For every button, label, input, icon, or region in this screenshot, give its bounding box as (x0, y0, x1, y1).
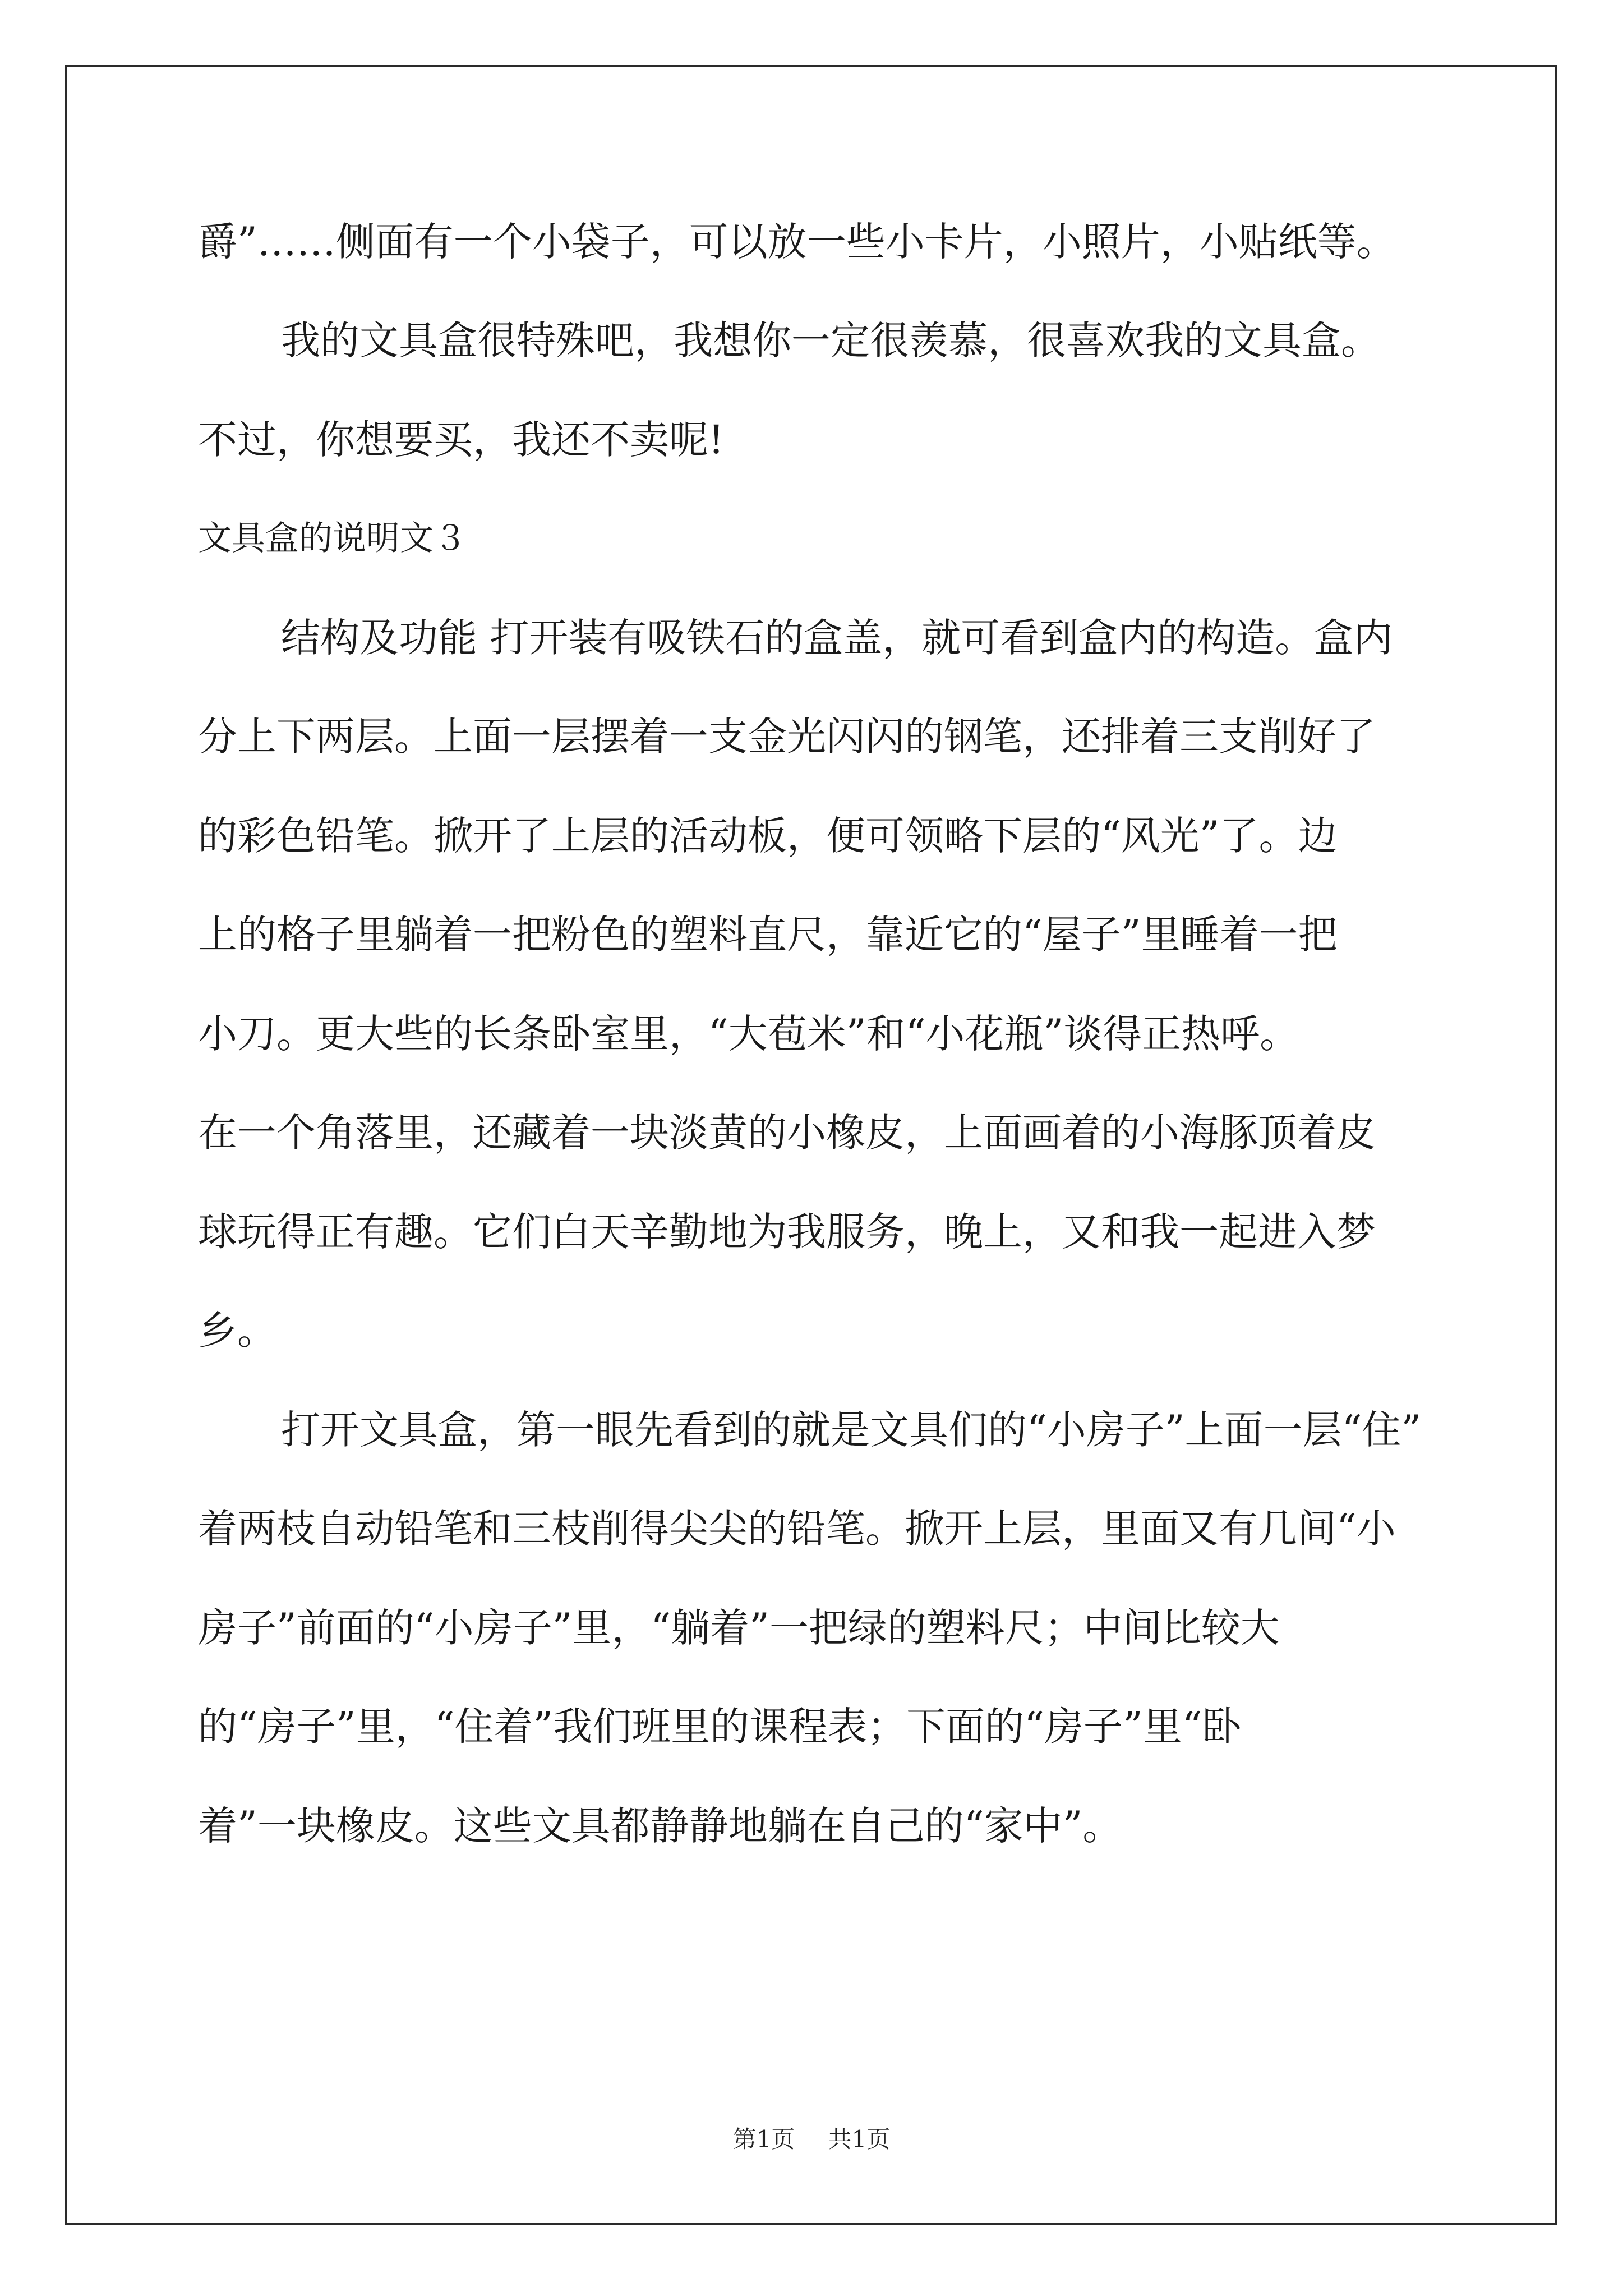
text-line: 上的格子里躺着一把粉色的塑料直尺，靠近它的“屋子”里睡着一把 (198, 912, 1338, 958)
text-line: 房子”前面的“小房子”里，“躺着”一把绿的塑料尺；中间比较大 (198, 1605, 1280, 1651)
text-line: 打开文具盒，第一眼先看到的就是文具们的“小房子”上面一层“住” (281, 1407, 1422, 1453)
text-line: 分上下两层。上面一层摆着一支金光闪闪的钢笔，还排着三支削好了 (198, 714, 1376, 760)
text-line: 的“房子”里，“住着”我们班里的课程表；下面的“房子”里“卧 (198, 1704, 1242, 1750)
text-line: 着”一块橡皮。这些文具都静静地躺在自己的“家中”。 (198, 1803, 1122, 1849)
text-line: 球玩得正有趣。它们白天辛勤地为我服务，晚上，又和我一起进入梦 (198, 1209, 1376, 1255)
page-number-total: 共1页 (828, 2125, 891, 2153)
text-line: 乡。 (198, 1308, 276, 1354)
text-line: 不过，你想要买，我还不卖呢! (198, 417, 725, 463)
text-line: 着两枝自动铅笔和三枝削得尖尖的铅笔。掀开上层，里面又有几间“小 (198, 1506, 1396, 1552)
text-line: 爵”……侧面有一个小袋子，可以放一些小卡片，小照片，小贴纸等。 (198, 219, 1396, 265)
text-line: 的彩色铅笔。掀开了上层的活动板，便可领略下层的“风光”了。边 (198, 813, 1338, 859)
text-line: 在一个角落里，还藏着一块淡黄的小橡皮，上面画着的小海豚顶着皮 (198, 1110, 1376, 1156)
page-footer (0, 2121, 1623, 2155)
section-heading: 文具盒的说明文３ (198, 519, 467, 558)
text-line: 结构及功能 打开装有吸铁石的盒盖，就可看到盒内的构造。盒内 (281, 615, 1393, 661)
text-line: 小刀。更大些的长条卧室里，“大苞米”和“小花瓶”谈得正热呼。 (198, 1011, 1299, 1057)
text-line: 我的文具盒很特殊吧，我想你一定很羡慕，很喜欢我的文具盒。 (281, 318, 1380, 364)
page-number-current: 第1页 (732, 2125, 795, 2153)
